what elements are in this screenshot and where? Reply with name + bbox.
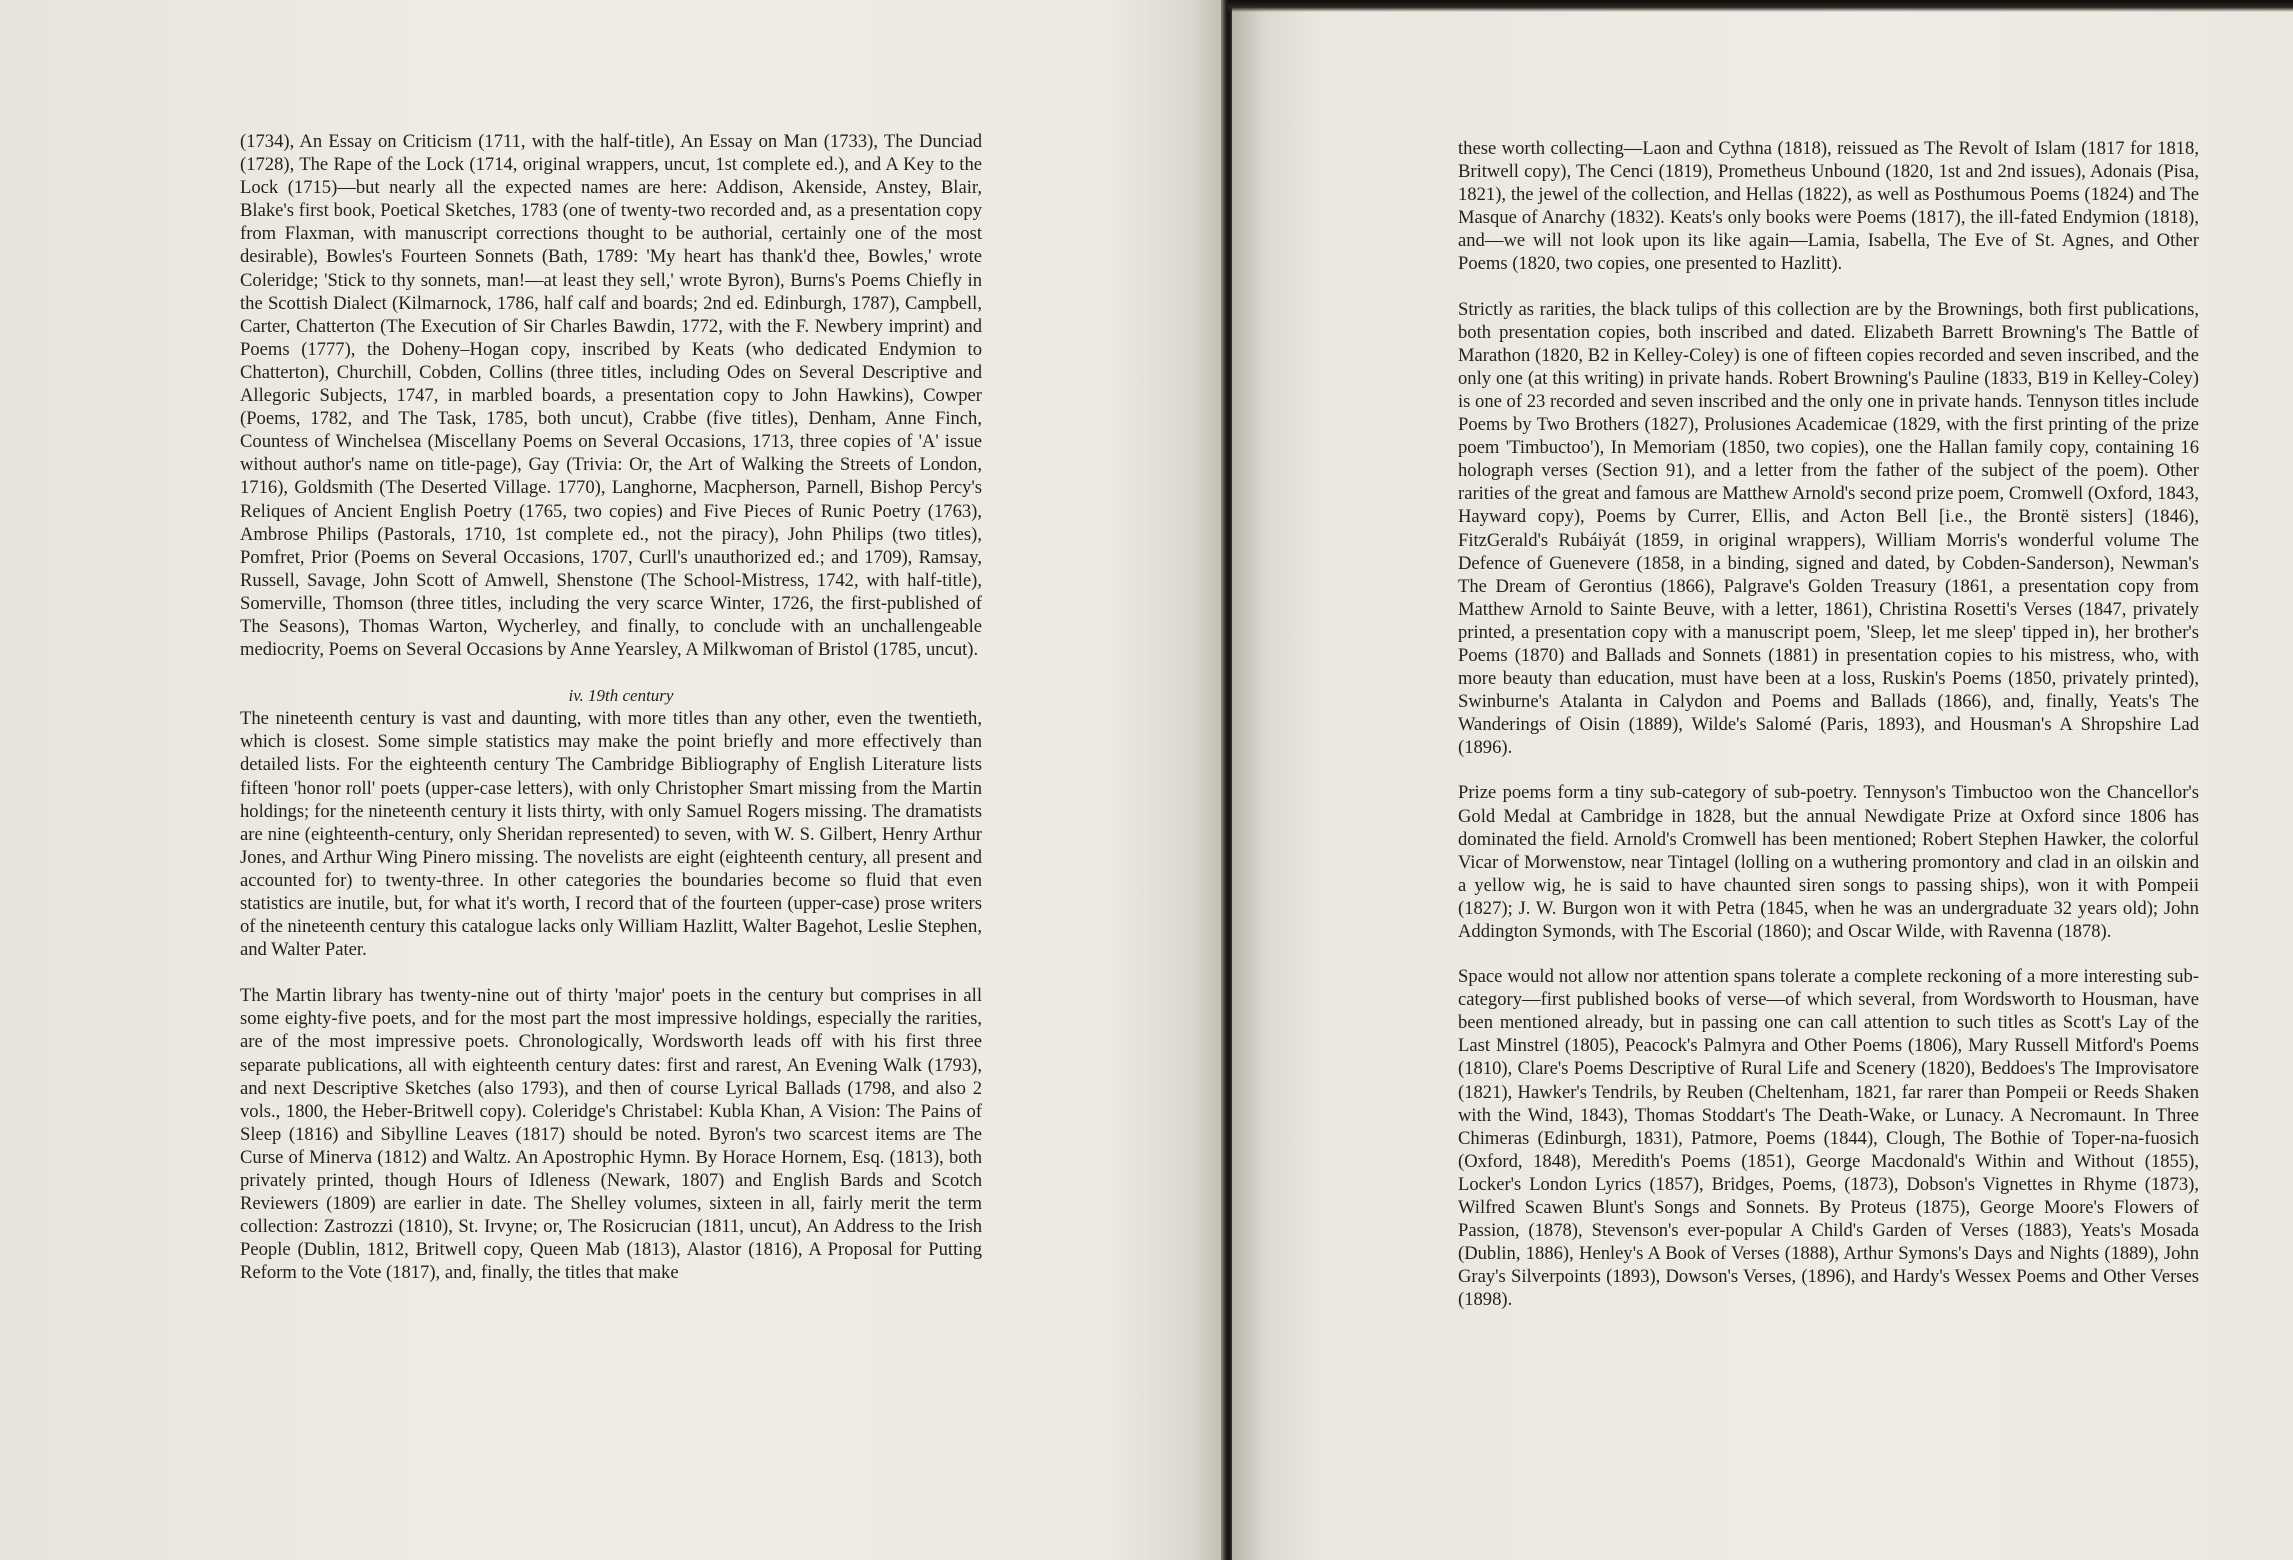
right-paragraph-1: these worth collecting—Laon and Cythna (1818), reissued as The Revolt of Islam (1817 for 1818, Britwell copy), The Cenci (1819), Prometheus Unbound (1820, 1st and 2nd issues), Adonais (Pisa, 1821), the jewel of the collection, and Hellas (1822), as well as Posthumous Poems (1824) and The Masque of Anarchy (1832). Keats's only books were Poems (1817), the ill-fated Endymion (1818), and—we will not look upon its like again—Lamia, Isabella, The Eve of St. Agnes, and Other Poems (1820, two copies, one presented to Hazlitt). [1458, 138, 2199, 275]
right-page-text [1458, 137, 2199, 1312]
left-paragraph-3: The Martin library has twenty-nine out of thirty 'major' poets in the century but comprises in all some eighty-five poets, and for the most part the most impressive holdings, especially the rarities, are of the most impressive poets. Chronologically, Wordsworth leads off with his first three separate publications, all with eighteenth century dates: first and rarest, An Evening Walk (1793), and next Descriptive Sketches (also 1793), and then of course Lyrical Ballads (1798, and also 2 vols., 1800, the Heber-Britwell copy). Coleridge's Christabel: Kubla Khan, A Vision: The Pains of Sleep (1816) and Sibylline Leaves (1817) should be noted. Byron's two scarcest items are The Curse of Minerva (1812) and Waltz. An Apostrophic Hymn. By Horace Hornem, Esq. (1813), both privately printed, though Hours of Idleness (Newark, 1807) and English Bards and Scotch Reviewers (1809) are earlier in date. The Shelley volumes, sixteen in all, fairly merit the term collection: Zastrozzi (1810), St. Irvyne; or, The Rosicrucian (1811, uncut), An Address to the Irish People (Dublin, 1812, Britwell copy, Queen Mab (1813), Alastor (1816), A Proposal for Putting Reform to the Vote (1817), and, finally, the titles that make [240, 985, 982, 1284]
left-page-text [240, 130, 982, 1285]
right-paragraph-4: Space would not allow nor attention spans tolerate a complete reckoning of a more interesting sub-category—first published books of verse—of which several, from Wordsworth to Housman, have been mentioned already, but in passing one can call attention to such titles as Scott's Lay of the Last Minstrel (1805), Peacock's Palmyra and Other Poems (1806), Mary Russell Mitford's Poems (1810), Clare's Poems Descriptive of Rural Life and Scenery (1820), Beddoes's The Improvisatore (1821), Hawker's Tendrils, by Reuben (Cheltenham, 1821, far rarer than Pompeii or Reeds Shaken with the Wind, 1843), Thomas Stoddart's The Death-Wake, or Lunacy. A Necromaunt. In Three Chimeras (Edinburgh, 1831), Patmore, Poems (1844), Clough, The Bothie of Toper-na-fuosich (Oxford, 1848), Meredith's Poems (1851), George Macdonald's Within and Without (1855), Locker's London Lyrics (1857), Bridges, Poems, (1873), Dobson's Vignettes in Rhyme (1873), Wilfred Scawen Blunt's Songs and Sonnets. By Proteus (1875), George Moore's Flowers of Passion, (1878), Stevenson's ever-popular A Child's Garden of Verses (1883), Yeats's Mosada (Dublin, 1886), Henley's A Book of Verses (1888), Arthur Symons's Days and Nights (1889), John Gray's Silverpoints (1893), Dowson's Verses, (1896), and Hardy's Wessex Poems and Other Verses (1898). [1458, 966, 2199, 1311]
left-paragraph-2: The nineteenth century is vast and daunting, with more titles than any other, even the twentieth, which is closest. Some simple statistics may make the point briefly and more effectively than detailed lists. For the eighteenth century The Cambridge Bibliography of English Literature lists fifteen 'honor roll' poets (upper-case letters), with only Christopher Smart missing from the Martin holdings; for the nineteenth century it lists thirty, with only Samuel Rogers missing. The dramatists are nine (eighteenth-century, only Sheridan represented) to seven, with W. S. Gilbert, Henry Arthur Jones, and Arthur Wing Pinero missing. The novelists are eight (eighteenth century, all present and accounted for) to twenty-three. In other categories the boundaries become so fluid that even statistics are inutile, but, for what it's worth, I record that of the fourteen (upper-case) prose writers of the nineteenth century this catalogue lacks only William Hazlitt, Walter Bagehot, Leslie Stephen, and Walter Pater. [240, 708, 982, 961]
left-paragraph-1: (1734), An Essay on Criticism (1711, with the half-title), An Essay on Man (1733), The Dunciad (1728), The Rape of the Lock (1714, original wrappers, uncut, 1st complete ed.), and A Key to the Lock (1715)—but nearly all the expected names are here: Addison, Akenside, Anstey, Blair, Blake's first book, Poetical Sketches, 1783 (one of twenty-two recorded and, as a presentation copy from Flaxman, with manuscript corrections thought to be authorial, certainly one of the most desirable), Bowles's Fourteen Sonnets (Bath, 1789: 'My heart has thank'd thee, Bowles,' wrote Coleridge; 'Stick to thy sonnets, man!—at least they sell,' wrote Byron), Burns's Poems Chiefly in the Scottish Dialect (Kilmarnock, 1786, half calf and boards; 2nd ed. Edinburgh, 1787), Campbell, Carter, Chatterton (The Execution of Sir Charles Bawdin, 1772, with the F. Newbery imprint) and Poems (1777), the Doheny–Hogan copy, inscribed by Keats (who dedicated Endymion to Chatterton), Churchill, Cobden, Collins (three titles, including Odes on Several Descriptive and Allegoric Subjects, 1747, in marbled boards, a presentation copy to John Hawkins), Cowper (Poems, 1782, and The Task, 1785, both uncut), Crabbe (five titles), Denham, Anne Finch, Countess of Winchelsea (Miscellany Poems on Several Occasions, 1713, three copies of 'A' issue without author's name on title-page), Gay (Trivia: Or, the Art of Walking the Streets of London, 1716), Goldsmith (The Deserted Village. 1770), Langhorne, Macpherson, Parnell, Bishop Percy's Reliques of Ancient English Poetry (1765, two copies) and Five Pieces of Runic Poetry (1763), Ambrose Philips (Pastorals, 1710, 1st complete ed., not the piracy), John Philips (two titles), Pomfret, Prior (Poems on Several Occasions, 1707, Curll's unauthorized ed.; and 1709), Ramsay, Russell, Savage, John Scott of Amwell, Shenstone (The School-Mistress, 1742, with half-title), Somerville, Thomson (three titles, including the very scarce Winter, 1726, the first-published of The Seasons), Thomas Warton, Wycherley, and finally, to conclude with an unchallengeable mediocrity, Poems on Several Occasions by Anne Yearsley, A Milkwoman of Bristol (1785, uncut). [240, 131, 982, 661]
page-top-edge-shadow [1228, 0, 2293, 12]
right-paragraph-2: Strictly as rarities, the black tulips of this collection are by the Brownings, both first publications, both presentation copies, both inscribed and dated. Elizabeth Barrett Browning's The Battle of Marathon (1820, B2 in Kelley-Coley) is one of fifteen copies recorded and seven inscribed, and the only one (at this writing) in private hands. Robert Browning's Pauline (1833, B19 in Kelley-Coley) is one of 23 recorded and seven inscribed and the only one in private hands. Tennyson titles include Poems by Two Brothers (1827), Prolusiones Academicae (1829, with the first printing of the prize poem 'Timbuctoo'), In Memoriam (1850, two copies), one the Hallan family copy, containing 16 holograph verses (Section 91), and a letter from the father of the subject of the poem). Other rarities of the great and famous are Matthew Arnold's second prize poem, Cromwell (Oxford, 1843, Hayward copy), Poems by Currer, Ellis, and Acton Bell [i.e., the Brontë sisters] (1846), FitzGerald's Rubáiyát (1859, in original wrappers), William Morris's wonderful volume The Defence of Guenevere (1858, in a binding, signed and dated, by Cobden-Sanderson), Newman's The Dream of Gerontius (1866), Palgrave's Golden Treasury (1861, a presentation copy from Matthew Arnold to Sainte Beuve, with a letter, 1861), Christina Rosetti's Verses (1847, privately printed, a presentation copy with a manuscript poem, 'Sleep, let me sleep' tipped in), her brother's Poems (1870) and Ballads and Sonnets (1881) in presentation copies to his mistress, who, with more beauty than education, must have been at a loss, Ruskin's Poems (1850, privately printed), Swinburne's Atalanta in Calydon and Poems and Ballads (1866), and, finally, Yeats's The Wanderings of Oisin (1889), Wilde's Salomé (Paris, 1893), and Housman's A Shropshire Lad (1896). [1458, 298, 2199, 759]
section-heading: iv. 19th century [568, 686, 674, 706]
right-paragraph-3: Prize poems form a tiny sub-category of sub-poetry. Tennyson's Timbuctoo won the Chancellor's Gold Medal at Cambridge in 1828, but the annual Newdigate Prize at Oxford since 1806 has dominated the field. Arnold's Cromwell has been mentioned; Robert Stephen Hawker, the colorful Vicar of Morwenstow, near Tintagel (lolling on a wuthering promontory and clad in an oilskin and a yellow wig, he is said to have chaunted siren songs to passing ships), won it with Pompeii (1827); J. W. Burgon won it with Petra (1845, when he was an undergraduate 32 years old); John Addington Symonds, with The Escorial (1860); and Oscar Wilde, with Ravenna (1878). [1458, 782, 2199, 942]
